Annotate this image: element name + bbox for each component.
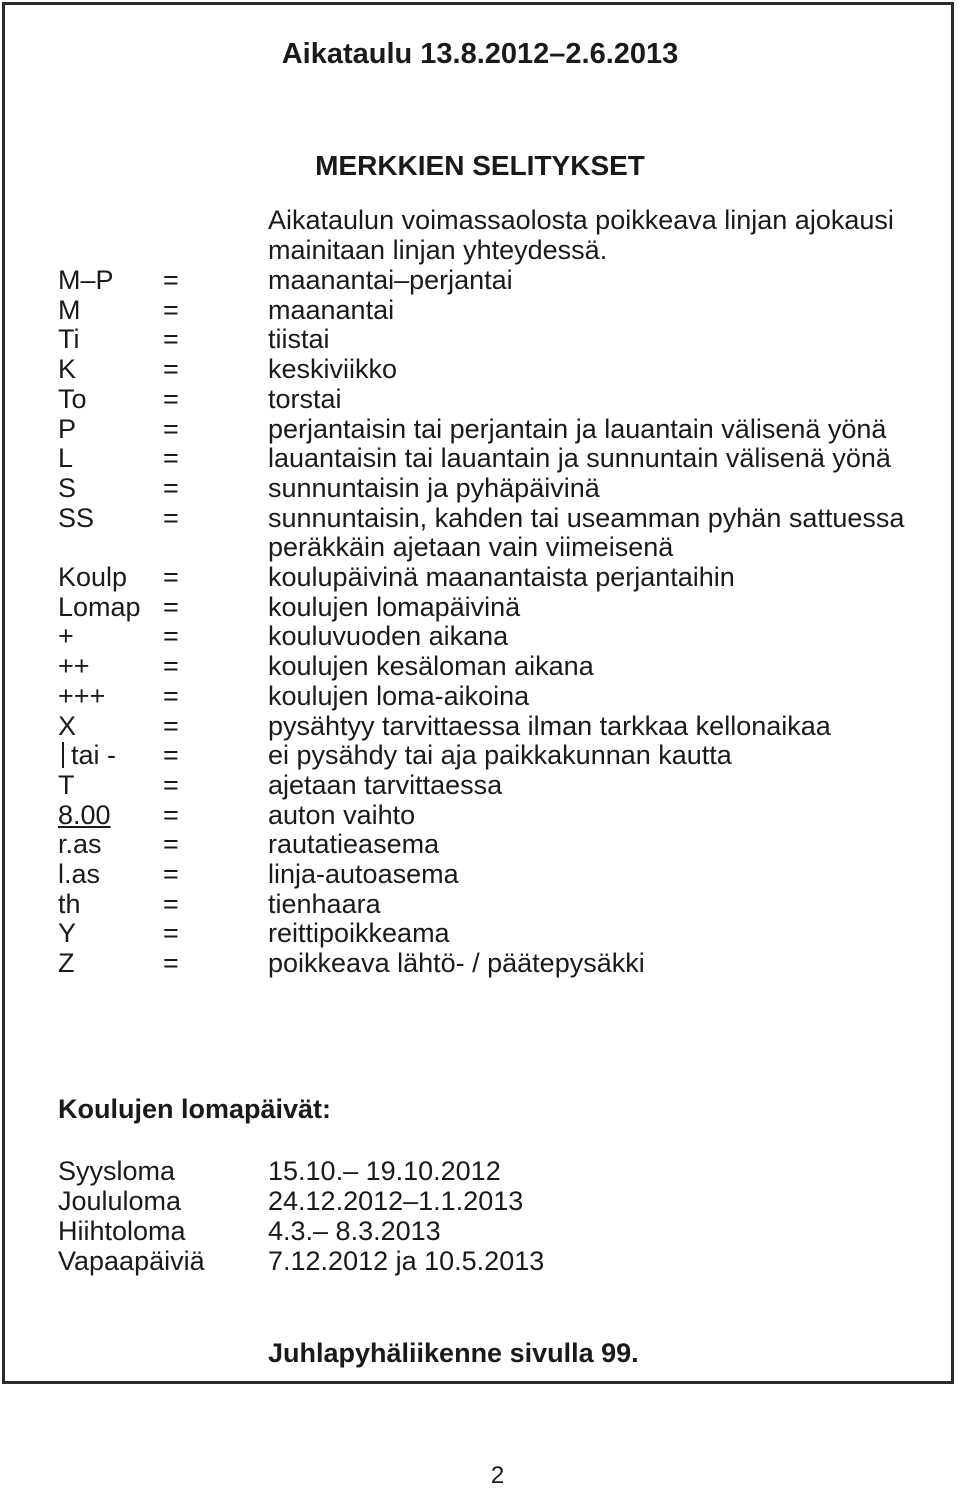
legend-row [58,474,938,504]
legend-equals: = [163,591,179,622]
section-title: MERKKIEN SELITYKSET [315,150,645,181]
page-title: Aikataulu 13.8.2012–2.6.2013 [281,38,679,70]
legend-row [58,949,938,979]
legend-equals: = [163,621,179,652]
holiday-row [58,1186,544,1216]
legend-equals: = [163,294,179,325]
legend-description: torstai [268,383,342,414]
legend-equals: = [163,383,179,414]
legend-row [58,741,938,771]
legend-description: maanantai [268,294,395,325]
legend-equals: = [163,354,179,385]
legend-equals: = [163,651,179,682]
legend-row [58,415,938,445]
legend-symbol: Z [58,948,75,979]
legend-symbol: + [58,621,74,652]
legend-row [58,355,938,385]
legend-symbol: Lomap [58,591,141,622]
holiday-dates: 15.10.– 19.10.2012 [268,1156,501,1186]
holiday-name: Joululoma [58,1186,182,1216]
legend-row [58,682,938,712]
legend-description: pysähtyy tarvittaessa ilman tarkkaa kellonaikaa [268,710,831,741]
legend-description: ajetaan tarvittaessa [268,769,503,800]
legend-row [58,801,938,831]
legend-description: linja-autoasema [268,859,459,890]
legend-description: sunnuntaisin ja pyhäpäivinä [268,472,600,503]
legend-equals: = [163,829,179,860]
legend-description: auton vaihto [268,799,416,830]
legend-symbol: S [58,472,77,503]
legend-description: poikkeava lähtö- / päätepysäkki [268,948,645,979]
legend-description: lauantaisin tai lauantain ja sunnuntain välisenä yönä [268,443,891,474]
legend-equals: = [163,710,179,741]
legend-symbol: L [58,443,74,474]
legend-row [58,890,938,920]
legend-row [58,444,938,474]
legend-equals: = [163,769,179,800]
legend-row [58,830,938,860]
legend-equals: = [163,680,179,711]
legend-equals: = [163,413,179,444]
legend-row [58,266,938,296]
legend-symbol: l.as [58,859,101,890]
legend-symbol: 8.00 [58,799,111,830]
legend-description: koulujen lomapäivinä [268,591,521,622]
legend-equals: = [163,799,179,830]
legend-description: rautatieasema [268,829,440,860]
legend-equals: = [163,265,179,295]
legend-row [58,296,938,326]
legend-row [58,771,938,801]
legend-equals: = [163,562,179,593]
legend-symbol: ++ [58,651,90,682]
legend-symbol: +++ [58,680,106,711]
holiday-name: Vapaapäiviä [58,1246,205,1276]
legend-description: sunnuntaisin, kahden tai useamman pyhän sattuessa peräkkäin ajetaan vain viimeisenä [268,502,905,563]
legend-symbol: To [58,383,87,414]
legend-row [58,919,938,949]
legend-symbol: X [58,710,77,741]
legend-row [58,712,938,742]
page-number: 2 [490,1462,505,1489]
legend-description: ei pysähdy tai aja paikkakunnan kautta [268,740,732,771]
holidays-list [58,1156,544,1276]
legend-symbol: Ti [58,324,80,355]
legend-description: keskiviikko [268,354,398,385]
holiday-traffic-note: Juhlapyhäliikenne sivulla 99. [268,1338,639,1368]
legend-row [58,504,938,563]
legend-description: tienhaara [268,888,381,919]
legend-row [58,325,938,355]
legend-symbol: tai - [71,740,117,771]
holiday-row [58,1216,544,1246]
legend-equals: = [163,472,179,503]
legend-description: perjantaisin tai perjantain ja lauantain välisenä yönä [268,413,887,444]
legend-symbol: P [58,413,77,444]
legend-equals: = [163,740,179,771]
pipe-mark [62,742,64,768]
legend-symbol-pipe [58,741,163,771]
holiday-row [58,1156,544,1186]
legend-equals: = [163,888,179,919]
legend-row [58,860,938,890]
legend-row [58,652,938,682]
intro-text: Aikataulun voimassaolosta poikkeava linjan ajokausi mainitaan linjan yhteydessä. [268,205,894,265]
legend-description: tiistai [268,324,330,355]
holidays-heading: Koulujen lomapäivät: [58,1094,332,1124]
legend-description: reittipoikkeama [268,918,450,949]
legend-equals: = [163,859,179,890]
legend-description: koulujen loma-aikoina [268,680,530,711]
legend-row [58,385,938,415]
legend-list [58,266,938,979]
legend-symbol: Koulp [58,562,128,593]
legend-symbol: Y [58,918,77,949]
legend-symbol: SS [58,502,95,533]
holiday-dates: 24.12.2012–1.1.2013 [268,1186,524,1216]
legend-row [58,622,938,652]
legend-row [58,593,938,623]
legend-symbol: M–P [58,265,114,295]
legend-equals: = [163,948,179,979]
legend-row [58,563,938,593]
legend-symbol: K [58,354,77,385]
legend-description: koulupäivinä maanantaista perjantaihin [268,562,735,593]
legend-symbol: r.as [58,829,102,860]
holiday-dates: 7.12.2012 ja 10.5.2013 [268,1246,545,1276]
holiday-row [58,1246,544,1276]
legend-symbol: T [58,769,75,800]
holiday-name: Syysloma [58,1156,176,1186]
holiday-dates: 4.3.– 8.3.2013 [268,1216,441,1246]
legend-equals: = [163,443,179,474]
legend-description: koulujen kesäloman aikana [268,651,594,682]
legend-equals: = [163,324,179,355]
legend-equals: = [163,502,179,533]
legend-symbol: th [58,888,81,919]
holiday-name: Hiihtoloma [58,1216,186,1246]
legend-symbol: M [58,294,81,325]
legend-description: kouluvuoden aikana [268,621,509,652]
legend-description: maanantai–perjantai [268,265,513,295]
legend-equals: = [163,918,179,949]
